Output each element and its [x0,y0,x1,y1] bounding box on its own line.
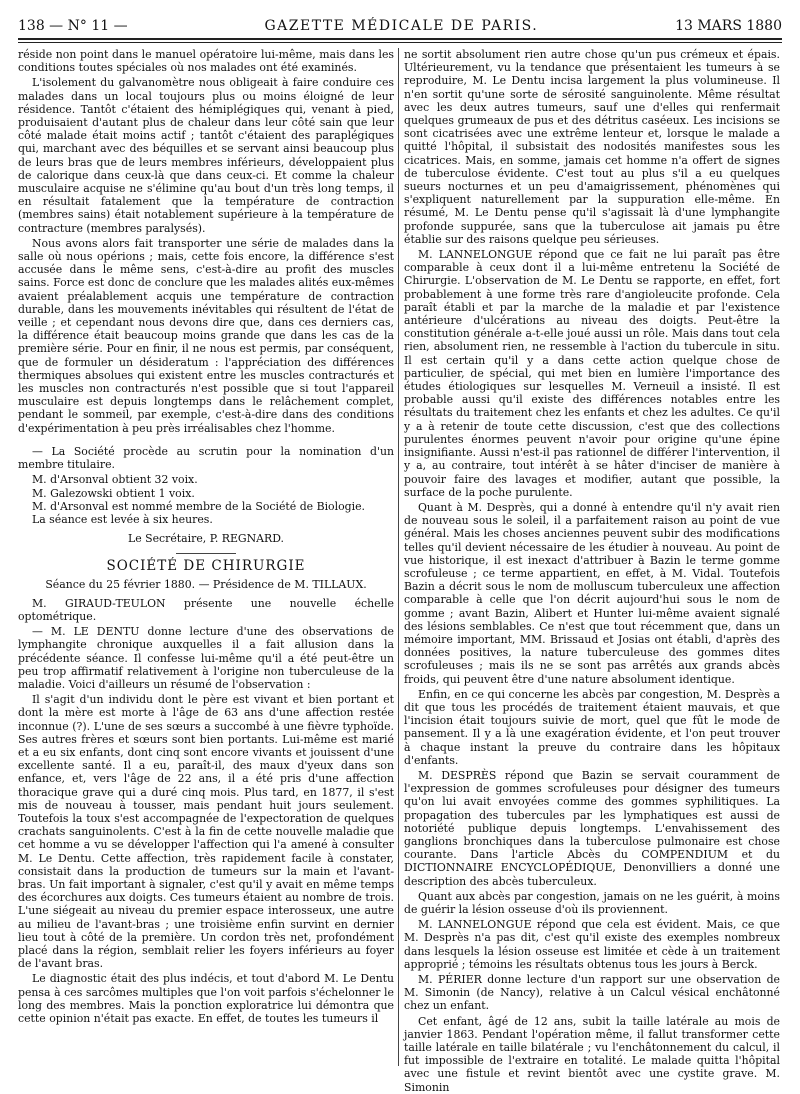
vote-list [18,473,394,526]
list-item: M. Galezowski obtient 1 voix. [32,486,195,500]
list-item: M. d'Arsonval obtient 32 voix. [32,473,198,487]
paragraph: — La Société procède au scrutin pour la nomination d'un membre titulaire. [18,444,394,472]
section-title: SOCIÉTÉ DE CHIRURGIE [106,558,306,575]
paragraph: Le diagnostic était des plus indécis, et tout d'abord M. Le Dentu pensa à ces sarcômes multiples que l'on voit parfois s'échelonner le long des membres. Mais la ponction exploratrice lui démontra que cette opinion n'était pas exacte. En effet, de toutes les tumeurs il [18,972,394,1026]
paragraph: Cet enfant, âgé de 12 ans, subit la taille latérale au mois de janvier 1863. Pendant l'opération même, il fallut transformer cette taille latérale en taille bilatérale ; vu l'enchâtonnement du calcul, il fut impossible de l'extraire en totalité. Le malade quitta l'hôpital avec une fistule et revint bientôt avec une cystite grave. M. Simonin [404,1014,780,1094]
journal-title: GAZETTE MÉDICALE DE PARIS. [264,18,539,34]
left-column [18,48,394,1066]
session-line: Séance du 25 février 1880. — Présidence de M. TILLAUX. [45,577,367,591]
issue-date: 13 MARS 1880 [675,18,782,34]
paragraph: réside non point dans le manuel opératoire lui-même, mais dans les conditions toutes spéciales où nos malades ont été examinés. [18,48,394,75]
list-item: M. d'Arsonval est nommé membre de la Société de Biologie. [32,499,366,513]
list-item: La séance est levée à six heures. [32,512,213,526]
page-header [18,12,782,34]
separator [176,553,236,554]
paragraph: M. LANNELONGUE répond que ce fait ne lui paraît pas être comparable à ceux dont il a lui-même entretenu la Société de Chirurgie. L'observation de M. Le Dentu se rapporte, en effet, fort probablement à une forme très rare d'angioleucite profonde. Cela paraît établi et par la marche de la maladie et par l'existence antérieure d'ulcérations au niveau des doigts. Peut-être la constitution générale a-t-elle joué aussi un rôle. Mais dans tout cela rien, absolument rien, ne ressemble à l'action du tubercule in situ. Il est certain qu'il y a dans cette action quelque chose de particulier, de spécial, qui met bien en lumière l'importance des études étiologiques sur lesquelles M. Verneuil a insisté. Il est probable aussi qu'il existe des différences notables entre les résultats du traitement chez les enfants et chez les adultes. Ce qu'il y a à retenir de toute cette discussion, c'est que des collections purulentes énormes peuvent n'avoir pour origine qu'une épine insignifiante. Aussi n'est-il pas rationnel de différer l'intervention, il y a, au contraire, tout intérêt à se hâter d'inciser de manière à pouvoir faire des lavages et modifier, autant que possible, la surface de la poche purulente. [404,248,780,499]
paragraph: — M. LE DENTU donne lecture d'une des observations de lymphangite chronique auxquelles il a fait allusion dans la précédente séance. Il confesse lui-même qu'il a été peut-être un peu trop affirmatif relativement à l'origine non tuberculeuse de la maladie. Voici d'ailleurs un résumé de l'observation : [18,625,394,691]
paragraph: L'isolement du galvanomètre nous obligeait à faire conduire ces malades dans un local toujours plus ou moins éloigné de leur résidence. Tantôt c'étaient des hémiplégiques qui, venant à pied, produisaient d'autant plus de chaleur dans leur côté sain que leur côté malade était moins actif ; tantôt c'étaient des paraplégiques qui, marchant avec des béquilles et se servant ainsi beaucoup plus de leurs bras que de leurs membres inférieurs, développaient plus de calorique dans ceux-là que dans ceux-ci. Et comme la chaleur musculaire acquise ne s'élimine qu'au bout d'un très long temps, il en résultait fatalement que la température de contraction (membres sains) était notablement supérieure à la température de contracture (membres paralysés). [18,76,394,235]
signature: Le Secrétaire, P. REGNARD. [127,532,284,546]
column-divider [398,48,399,1066]
page-number: 138 — N° 11 — [18,18,128,34]
paragraph: M. PÉRIER donne lecture d'un rapport sur une observation de M. Simonin (de Nancy), relative à un Calcul vésical enchâtonné chez un enfant. [404,973,780,1013]
paragraph: M. GIRAUD-TEULON présente une nouvelle échelle optométrique. [18,596,394,623]
paragraph: M. LANNELONGUE répond que cela est évident. Mais, ce que M. Desprès n'a pas dit, c'est qu'il existe des exemples nombreux dans lesquels la lésion osseuse est limitée et cède à un traitement approprié ; témoins les résultats obtenus tous les jours à Berck. [404,918,780,971]
paragraph: Quant à M. Desprès, qui a donné à entendre qu'il n'y avait rien de nouveau sous le soleil, il a parfaitement raison au point de vue général. Mais les choses anciennes peuvent subir des modifications telles qu'il devient nécessaire de les étudier à nouveau. Au point de vue historique, il est inexact d'attribuer à Bazin le terme gomme scrofuleuse ; ce terme appartient, en effet, à M. Vidal. Toutefois Bazin a décrit sous le nom de molluscum tuberculeux une affection comparable à celle que l'on décrit aujourd'hui sous le nom de gomme ; avant Bazin, Alibert et Hunter lui-même avaient signalé des lésions semblables. Ce n'est que tout récemment que, dans un mémoire important, MM. Brissaud et Josias ont établi, d'après des données positives, la nature tuberculeuse des gommes dites scrofuleuses ; mais ils ne se sont pas arrêtés aux grands abcès froids, qui peuvent être d'une nature absolument identique. [404,500,780,686]
paragraph: Il s'agit d'un individu dont le père est vivant et bien portant et dont la mère est morte à l'âge de 63 ans d'une affection restée inconnue (?). L'une de ses sœurs a succombé à une fièvre typhoïde. Ses autres frères et sœurs sont bien portants. Lui-même est marié et a eu six enfants, dont cinq sont encore vivants et jouissent d'une excellente santé. Il a eu, paraît-il, des maux d'yeux dans son enfance, et, vers l'âge de 22 ans, il a été pris d'une affection thoracique grave qui a duré cinq mois. Plus tard, en 1877, il s'est mis de nouveau à tousser, mais pendant huit jours seulement. Toutefois la toux s'est accompagnée de l'expectoration de quelques crachats sanguinolents. C'est à la fin de cette nouvelle maladie que cet homme a vu se développer l'affection qui l'a amené à consulter M. Le Dentu. Cette affection, très rapidement facile à constater, consistait dans la production de tumeurs sur la main et l'avant-bras. Un fait important à signaler, c'est qu'il y avait en même temps des écorchures aux doigts. Ces tumeurs étaient au nombre de trois. L'une siégeait au niveau du premier espace interosseux, une autre au milieu de l'avant-bras ; une troisième enfin survint en dernier lieu tout à côté de la première. Un cordon très net, profondément placé dans la région, semblait relier les foyers inférieurs au foyer de l'avant bras. [18,693,394,971]
header-rule-thin [18,42,782,43]
paragraph: Enfin, en ce qui concerne les abcès par congestion, M. Desprès a dit que tous les procédés de traitement étaient mauvais, et que l'incision était toujours suivie de mort, quel que fût le mode de pansement. Il y a là une exagération évidente, et l'on peut trouver à chaque instant la preuve du contraire dans les hôpitaux d'enfants. [404,687,780,767]
paragraph: M. DESPRÈS répond que Bazin se servait couramment de l'expression de gommes scrofuleuses pour désigner des tumeurs qu'on lui avait envoyées comme des gommes syphilitiques. La propagation des tubercules par les lymphatiques est aussi de notoriété publique depuis longtemps. L'envahissement des ganglions bronchiques dans la tuberculose pulmonaire est chose courante. Dans l'article Abcès du COMPENDIUM et du DICTIONNAIRE ENCYCLOPÉDIQUE, Denonvilliers a donné une description des abcès tuberculeux. [404,768,780,888]
header-rule [18,38,782,40]
paragraph: Quant aux abcès par congestion, jamais on ne les guérit, à moins de guérir la lésion osseuse d'où ils proviennent. [404,889,780,916]
right-column [404,48,780,1094]
paragraph: Nous avons alors fait transporter une série de malades dans la salle où nous opérions ; mais, cette fois encore, la différence s'est accusée dans le même sens, c'est-à-dire au profit des muscles sains. Force est donc de conclure que les malades alités eux-mêmes avaient préalablement acquis une température de contraction durable, dans les mouvements inévitables qui résultent de l'état de veille ; et cependant nous devons dire que, dans ces derniers cas, la différence était beaucoup moins grande que dans les cas de la première série. Pour en finir, il ne nous est permis, par conséquent, que de formuler un désideratum : l'appréciation des différences thermiques absolues qui existent entre les muscles contracturés et les muscles non contracturés n'est possible que si tout l'appareil musculaire est depuis longtemps dans le relâchement complet, pendant le sommeil, par exemple, c'est-à-dire dans des conditions d'expérimentation à peu près irréalisables chez l'homme. [18,236,394,435]
paragraph: ne sortit absolument rien autre chose qu'un pus crémeux et épais. Ultérieurement, vu la tendance que présentaient les tumeurs à se reproduire, M. Le Dentu incisa largement la plus volumineuse. Il n'en sortit qu'une sorte de sérosité sanguinolente. Même résultat avec les deux autres tumeurs, sauf une d'elles qui renfermait quelques grumeaux de pus et des détritus caséeux. Les incisions se sont cicatrisées avec une extrême lenteur et, lorsque le malade a quitté l'hôpital, il subsistait des nodosités manifestes sous les cicatrices. Mais, en somme, jamais cet homme n'a offert de signes de tuberculose évidente. C'est tout au plus s'il a eu quelques sueurs nocturnes et un peu d'amaigrissement, phénomènes qui s'expliquent naturellement par la suppuration elle-même. En résumé, M. Le Dentu pense qu'il s'agissait là d'une lymphangite profonde suppurée, sans que la tuberculose ait jamais pu être établie sur des raisons quelque peu sérieuses. [404,48,780,246]
